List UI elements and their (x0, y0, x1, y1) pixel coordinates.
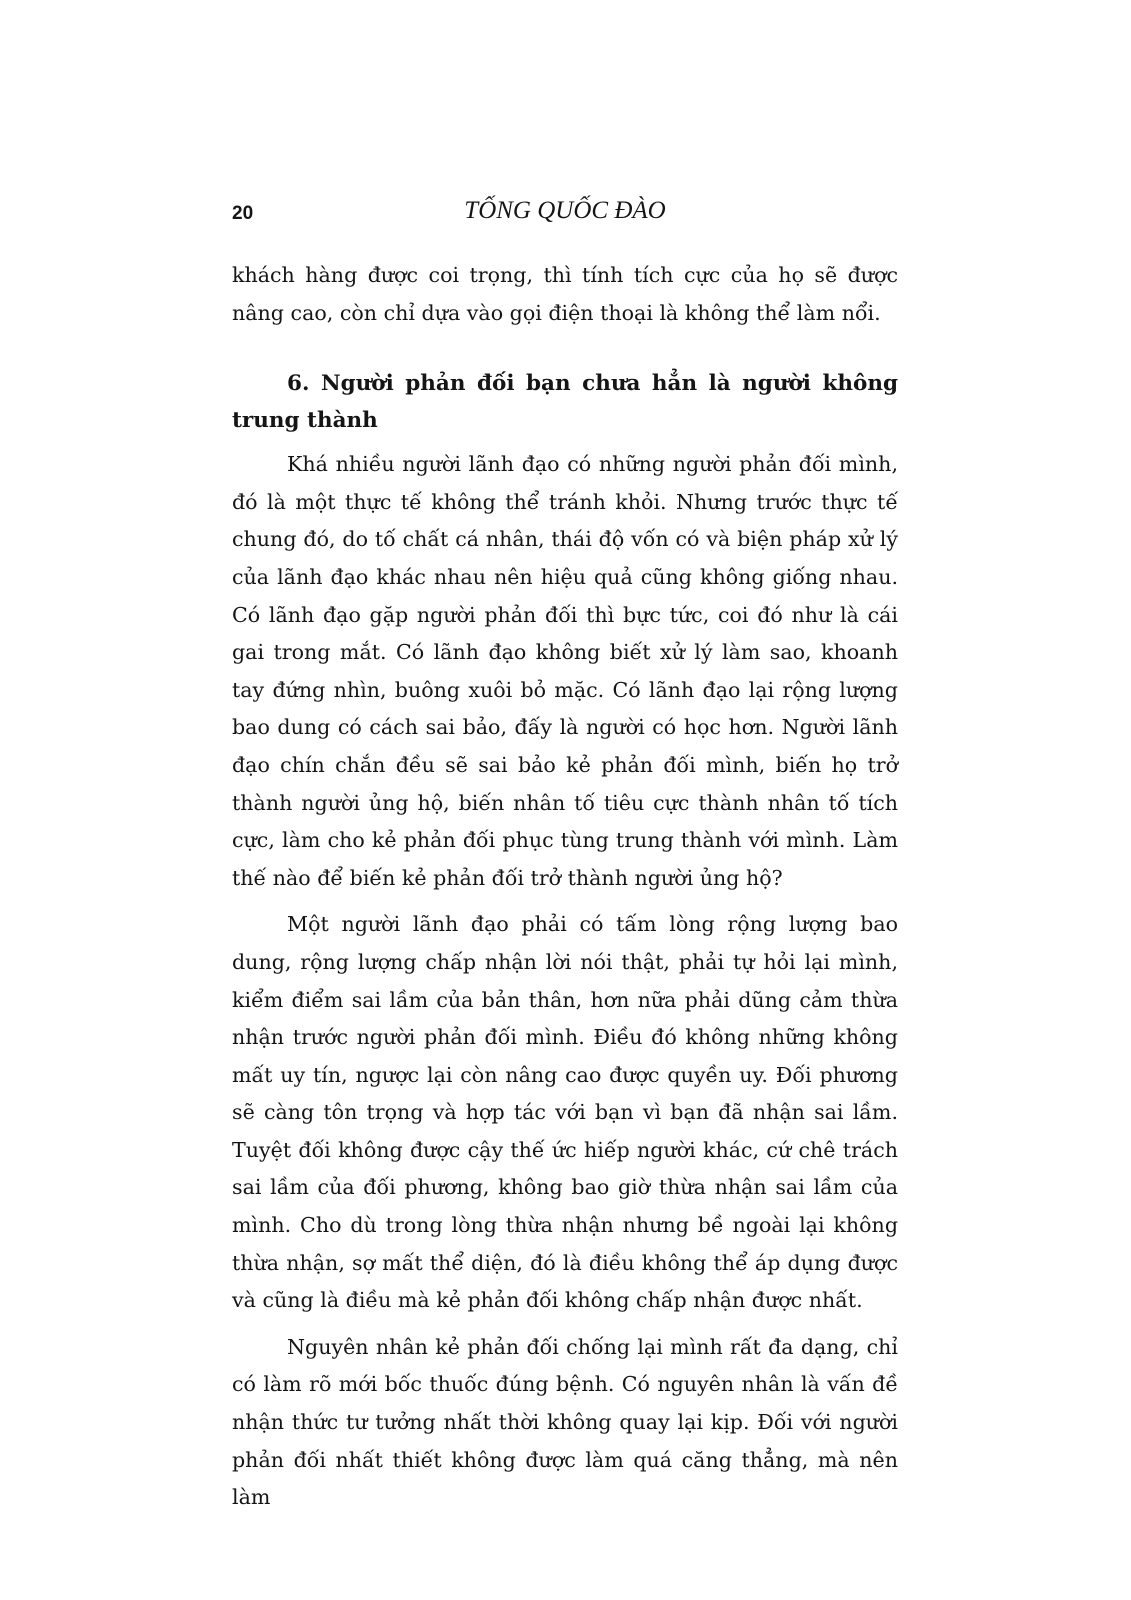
body-paragraph: Nguyên nhân kẻ phản đối chống lại mình rất đa dạng, chỉ có làm rõ mới bốc thuốc đúng bệnh. Có nguyên nhân là vấn đề nhận thức tư tưởng nhất thời không quay lại kịp. Đối với người phản đối nhất thiết không được làm quá căng thẳng, mà nên làm (232, 1334, 898, 1510)
continuation-paragraph: khách hàng được coi trọng, thì tính tích cực của họ sẽ được nâng cao, còn chỉ dựa vào gọi điện thoại là không thể làm nổi. (232, 263, 898, 325)
running-header (232, 195, 898, 237)
book-page (232, 195, 898, 1517)
section-heading: 6. Người phản đối bạn chưa hẳn là người không trung thành (232, 371, 898, 434)
running-title: TỐNG QUỐC ĐÀO (464, 197, 666, 224)
page-number: 20 (232, 203, 254, 224)
body-paragraph: Khá nhiều người lãnh đạo có những người phản đối mình, đó là một thực tế không thể tránh khỏi. Nhưng trước thực tế chung đó, do tố chất cá nhân, thái độ vốn có và biện pháp xử lý của lãnh đạo khác nhau nên hiệu quả cũng không giống nhau. Có lãnh đạo gặp người phản đối thì bực tức, coi đó như là cái gai trong mắt. Có lãnh đạo không biết xử lý làm sao, khoanh tay đứng nhìn, buông xuôi bỏ mặc. Có lãnh đạo lại rộng lượng bao dung có cách sai bảo, đấy là người có học hơn. Người lãnh đạo chín chắn đều sẽ sai bảo kẻ phản đối mình, biến họ trở thành người ủng hộ, biến nhân tố tiêu cực thành nhân tố tích cực, làm cho kẻ phản đối phục tùng trung thành với mình. Làm thế nào để biến kẻ phản đối trở thành người ủng hộ? (232, 452, 898, 890)
body-paragraph: Một người lãnh đạo phải có tấm lòng rộng lượng bao dung, rộng lượng chấp nhận lời nói thật, phải tự hỏi lại mình, kiểm điểm sai lầm của bản thân, hơn nữa phải dũng cảm thừa nhận trước người phản đối mình. Điều đó không những không mất uy tín, ngược lại còn nâng cao được quyền uy. Đối phương sẽ càng tôn trọng và hợp tác với bạn vì bạn đã nhận sai lầm. Tuyệt đối không được cậy thế ức hiếp người khác, cứ chê trách sai lầm của đối phương, không bao giờ thừa nhận sai lầm của mình. Cho dù trong lòng thừa nhận nhưng bề ngoài lại không thừa nhận, sợ mất thể diện, đó là điều không thể áp dụng được và cũng là điều mà kẻ phản đối không chấp nhận được nhất. (232, 912, 898, 1313)
